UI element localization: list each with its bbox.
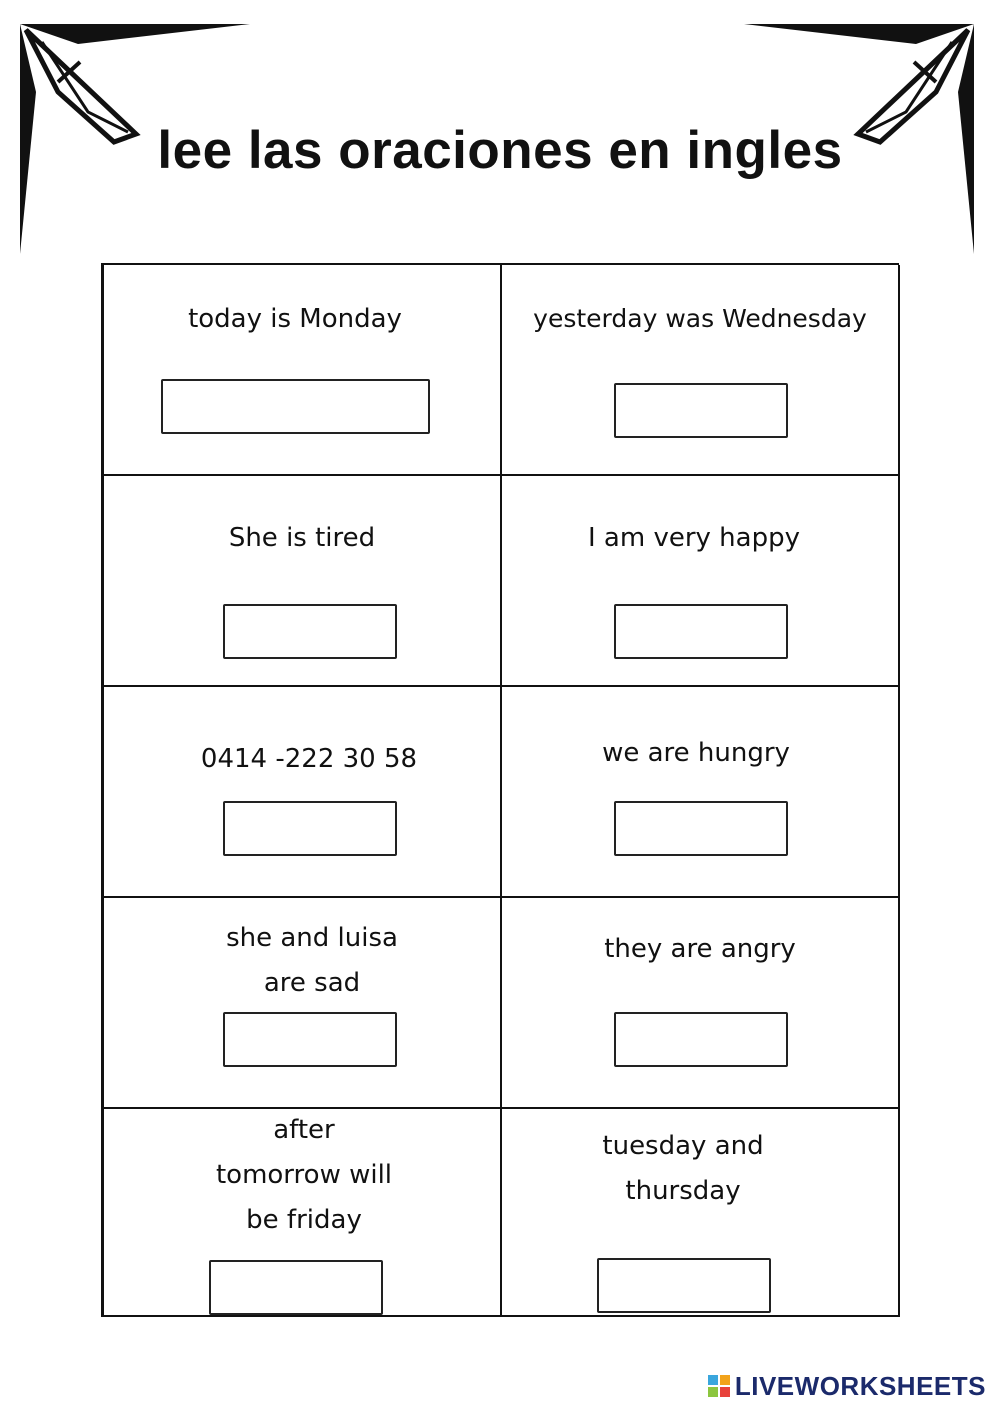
sentence-line: she and luisa <box>226 923 398 953</box>
page-title: lee las oraciones en ingles <box>157 121 843 180</box>
sentence <box>104 916 500 1006</box>
sentence <box>104 297 500 342</box>
sentence <box>104 737 500 782</box>
sentence-line: they are angry <box>604 934 796 964</box>
sentence-line: after <box>273 1115 335 1145</box>
worksheet-grid <box>101 263 899 1317</box>
worksheet-cell-6 <box>502 687 900 898</box>
sentence-line: She is tired <box>228 523 376 553</box>
sentence <box>502 1124 898 1214</box>
answer-box[interactable] <box>223 604 397 659</box>
sentence-line: today is Monday <box>188 304 402 334</box>
sentence-line: thursday <box>625 1176 741 1206</box>
worksheet-cell-8 <box>502 898 900 1109</box>
sentence-line: yesterday was Wednesday <box>533 304 867 333</box>
sentence <box>104 1108 500 1243</box>
answer-box[interactable] <box>223 1012 397 1067</box>
worksheet-cell-5 <box>104 687 502 898</box>
worksheet-cell-2 <box>502 265 900 476</box>
answer-box[interactable] <box>597 1258 771 1313</box>
worksheet-cell-9 <box>104 1109 502 1317</box>
sentence-line: 0414 -222 30 58 <box>200 744 418 774</box>
worksheet-cell-1 <box>104 265 502 476</box>
worksheet-cell-10 <box>502 1109 900 1317</box>
sentence <box>502 516 898 561</box>
answer-box[interactable] <box>614 383 788 438</box>
answer-box[interactable] <box>614 1012 788 1067</box>
sentence <box>502 927 898 972</box>
sentence <box>104 516 500 561</box>
answer-box[interactable] <box>614 604 788 659</box>
sentence-line: be friday <box>246 1205 362 1235</box>
answer-box[interactable] <box>614 801 788 856</box>
answer-box[interactable] <box>209 1260 383 1315</box>
brand-name: LIVEWORKSHEETS <box>734 1370 986 1401</box>
worksheet-cell-3 <box>104 476 502 687</box>
sentence-line: tomorrow will <box>215 1160 393 1190</box>
sentence-line: tuesday and <box>602 1131 764 1161</box>
answer-box[interactable] <box>161 379 430 434</box>
sentence-line: I am very happy <box>588 523 800 553</box>
sentence-line: we are hungry <box>602 738 790 768</box>
answer-box[interactable] <box>223 801 397 856</box>
liveworksheets-logo[interactable] <box>707 1368 986 1404</box>
sentence-line: are sad <box>263 968 361 998</box>
sentence <box>502 731 898 776</box>
sentence <box>502 296 898 341</box>
worksheet-cell-4 <box>502 476 900 687</box>
worksheet-cell-7 <box>104 898 502 1109</box>
liveworksheets-icon <box>707 1374 731 1398</box>
